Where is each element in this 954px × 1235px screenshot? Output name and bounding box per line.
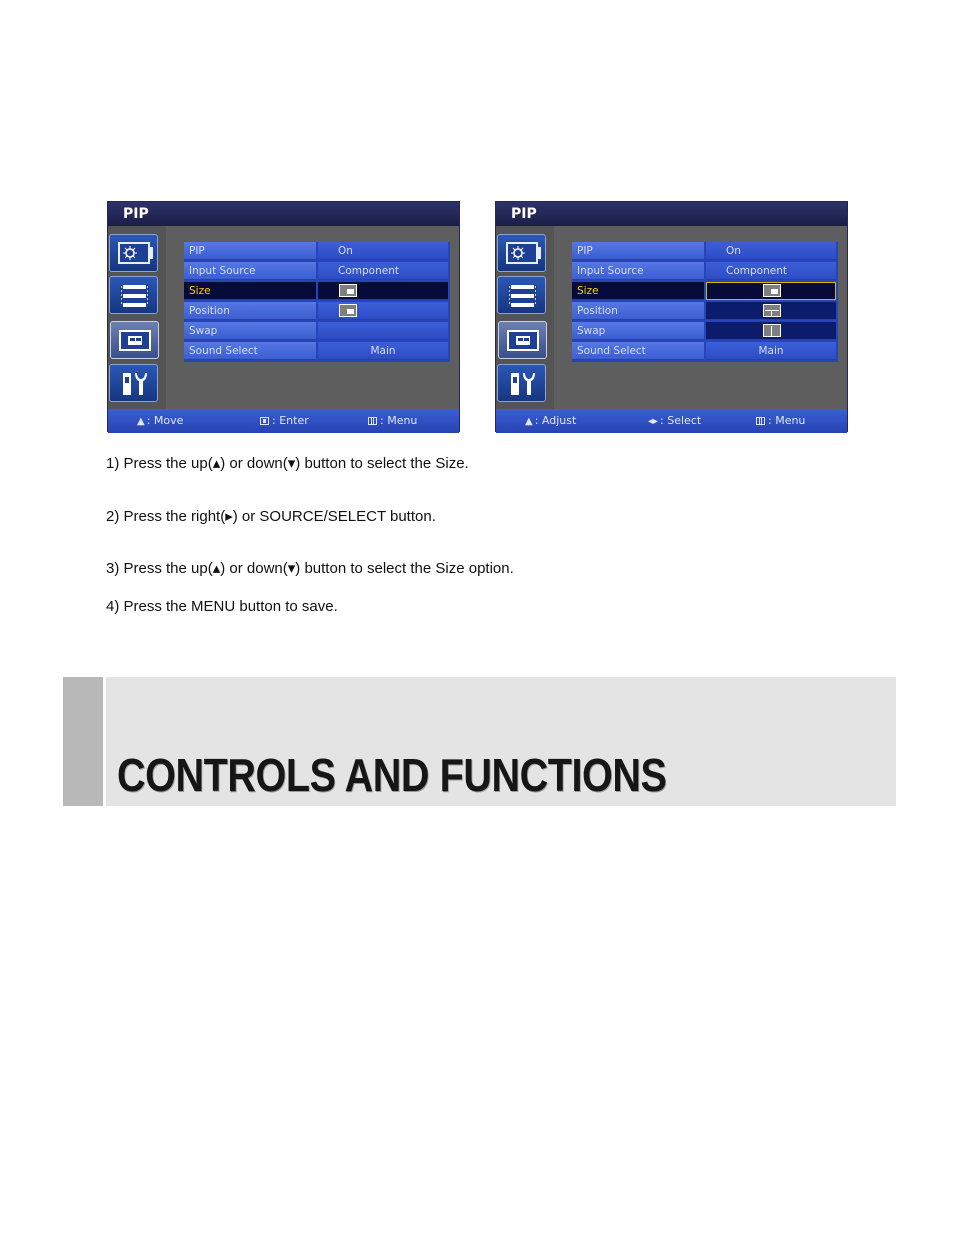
pip-menu-screen-size-options [495, 201, 848, 432]
instruction-step-2: 2) Press the right(▸) or SOURCE/SELECT button. [106, 508, 436, 525]
menu-row-size[interactable] [184, 282, 450, 300]
row-label: Sound Select [572, 342, 704, 360]
menu-box-icon [368, 417, 377, 425]
tools-icon[interactable] [497, 364, 546, 402]
row-label: Size [184, 282, 316, 300]
menu-row-size[interactable] [572, 282, 838, 300]
pip-split-vertical-icon [763, 324, 781, 337]
row-label: PIP [572, 242, 704, 260]
osd-body [108, 226, 459, 409]
footer-select: ◂▸ : Select [648, 414, 702, 427]
picture-icon[interactable] [109, 234, 158, 272]
footer-menu: : Menu [756, 409, 805, 433]
size-option-small[interactable] [706, 282, 836, 300]
size-option-split-v[interactable] [706, 322, 836, 340]
menu-row-position[interactable] [572, 302, 838, 320]
section-banner-tab [63, 677, 103, 806]
tools-icon[interactable] [109, 364, 158, 402]
menu-row-pip[interactable] [184, 242, 450, 260]
instruction-step-4: 4) Press the MENU button to save. [106, 598, 338, 615]
pip-menu-screen-size-select [107, 201, 460, 432]
row-label: Size [572, 282, 704, 300]
film-icon[interactable] [497, 276, 546, 314]
osd-footer [108, 409, 459, 433]
row-label: Input Source [572, 262, 704, 280]
footer-menu: : Menu [368, 409, 417, 433]
row-value: Main [706, 342, 836, 360]
osd-title: PIP [108, 202, 459, 226]
row-value: Component [706, 262, 836, 280]
row-label: Swap [572, 322, 704, 340]
up-down-arrow-icon: ▲︎ [137, 416, 145, 427]
row-value: Main [318, 342, 448, 360]
row-label: Position [184, 302, 316, 320]
menu-row-sound-select[interactable] [184, 342, 450, 360]
row-label: Input Source [184, 262, 316, 280]
osd-footer [496, 409, 847, 433]
pip-icon[interactable] [110, 321, 159, 359]
menu-row-input-source[interactable] [184, 262, 450, 280]
osd-sidebar [108, 226, 166, 409]
osd-menu-list [184, 242, 450, 362]
size-option-split-h[interactable] [706, 302, 836, 320]
film-icon[interactable] [109, 276, 158, 314]
up-down-arrow-icon: ▲︎ [525, 416, 533, 427]
osd-body [496, 226, 847, 409]
footer-enter: : Enter [260, 409, 309, 433]
menu-box-icon [756, 417, 765, 425]
instruction-step-1: 1) Press the up(▴) or down(▾) button to select the Size. [106, 455, 469, 472]
pip-small-size-icon [763, 284, 781, 297]
row-value [318, 282, 448, 300]
osd-sidebar [496, 226, 554, 409]
picture-icon[interactable] [497, 234, 546, 272]
row-value: On [706, 242, 836, 260]
left-right-arrow-icon: ◂▸ [648, 416, 659, 427]
row-label: Position [572, 302, 704, 320]
row-value [318, 302, 448, 320]
row-value: Component [318, 262, 448, 280]
row-label: Sound Select [184, 342, 316, 360]
menu-row-pip[interactable] [572, 242, 838, 260]
row-label: Swap [184, 322, 316, 340]
footer-adjust: ▲︎ : Adjust [525, 414, 577, 427]
section-title: CONTROLS AND FUNCTIONS [117, 749, 667, 801]
enter-box-icon [260, 417, 269, 425]
menu-row-input-source[interactable] [572, 262, 838, 280]
osd-menu-list [572, 242, 838, 362]
menu-row-swap[interactable] [572, 322, 838, 340]
row-value: On [318, 242, 448, 260]
pip-position-icon [339, 304, 357, 317]
instruction-step-3: 3) Press the up(▴) or down(▾) button to select the Size option. [106, 560, 514, 577]
menu-row-position[interactable] [184, 302, 450, 320]
pip-icon[interactable] [498, 321, 547, 359]
pip-split-horizontal-icon [763, 304, 781, 317]
osd-title: PIP [496, 202, 847, 226]
row-value [318, 322, 448, 340]
menu-row-swap[interactable] [184, 322, 450, 340]
pip-small-size-icon [339, 284, 357, 297]
footer-move: ▲︎ : Move [137, 414, 184, 427]
row-label: PIP [184, 242, 316, 260]
menu-row-sound-select[interactable] [572, 342, 838, 360]
